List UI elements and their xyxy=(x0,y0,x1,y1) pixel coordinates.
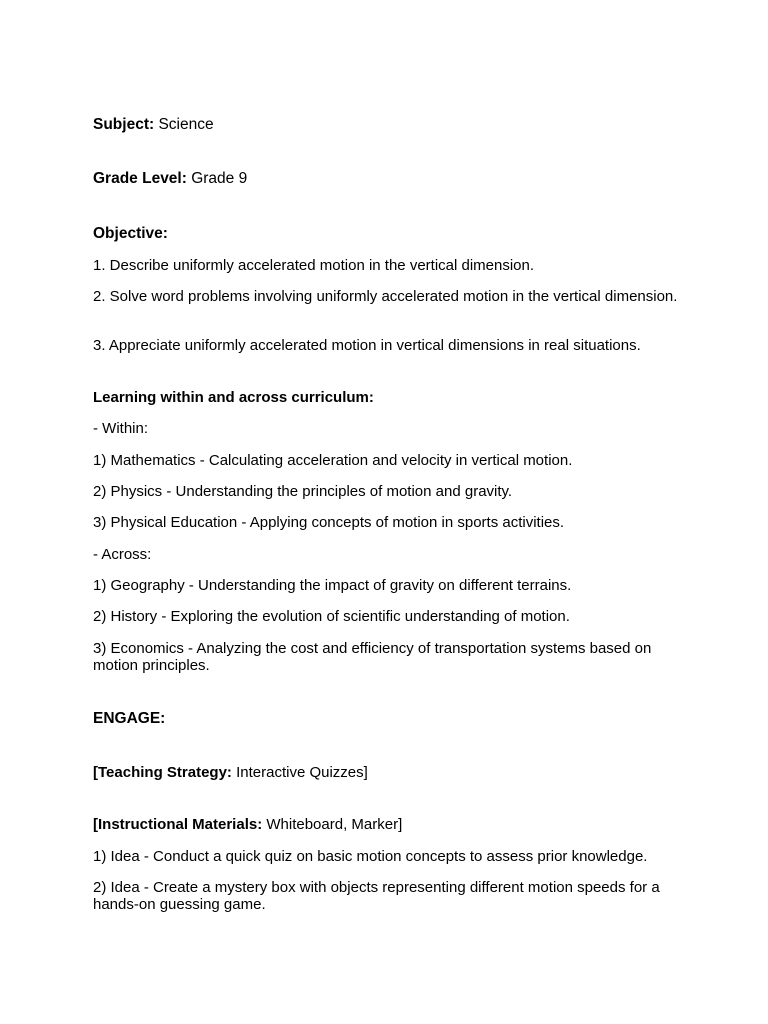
across-item: 1) Geography - Understanding the impact of gravity on different terrains. xyxy=(93,577,572,594)
engage-idea: 2) Idea - Create a mystery box with objects representing different motion speeds for a hands-on guessing game. xyxy=(93,879,660,913)
subject-line xyxy=(93,116,683,133)
instructional-materials-line xyxy=(93,816,683,833)
grade-level-line xyxy=(93,170,683,187)
grade-level-value: Grade 9 xyxy=(186,170,248,187)
engage-heading: ENGAGE: xyxy=(93,710,166,727)
within-item: 2) Physics - Understanding the principles of motion and gravity. xyxy=(93,483,513,500)
objective-item: 1. Describe uniformly accelerated motion in the vertical dimension. xyxy=(93,257,535,274)
teaching-strategy-label: [Teaching Strategy: xyxy=(93,764,232,781)
teaching-strategy-line xyxy=(93,764,683,781)
subject-value: Science xyxy=(154,116,214,133)
across-item: 3) Economics - Analyzing the cost and efficiency of transportation systems based on motion principles. xyxy=(93,640,652,674)
objective-item: 2. Solve word problems involving uniformly accelerated motion in the vertical dimension. xyxy=(93,288,678,305)
instructional-materials-value: Whiteboard, Marker] xyxy=(262,816,403,833)
objective-item: 3. Appreciate uniformly accelerated motion in vertical dimensions in real situations. xyxy=(93,337,641,354)
subject-label: Subject: xyxy=(93,116,155,133)
within-item: 1) Mathematics - Calculating acceleration and velocity in vertical motion. xyxy=(93,452,573,469)
learning-heading: Learning within and across curriculum: xyxy=(93,389,374,406)
across-item: 2) History - Exploring the evolution of scientific understanding of motion. xyxy=(93,608,570,625)
across-label: - Across: xyxy=(93,546,152,563)
instructional-materials-label: [Instructional Materials: xyxy=(93,816,263,833)
within-label: - Within: xyxy=(93,420,149,437)
within-item: 3) Physical Education - Applying concepts of motion in sports activities. xyxy=(93,514,565,531)
teaching-strategy-value: Interactive Quizzes] xyxy=(231,764,368,781)
objective-heading: Objective: xyxy=(93,225,168,242)
grade-level-label: Grade Level: xyxy=(93,170,187,187)
engage-idea: 1) Idea - Conduct a quick quiz on basic motion concepts to assess prior knowledge. xyxy=(93,848,648,865)
